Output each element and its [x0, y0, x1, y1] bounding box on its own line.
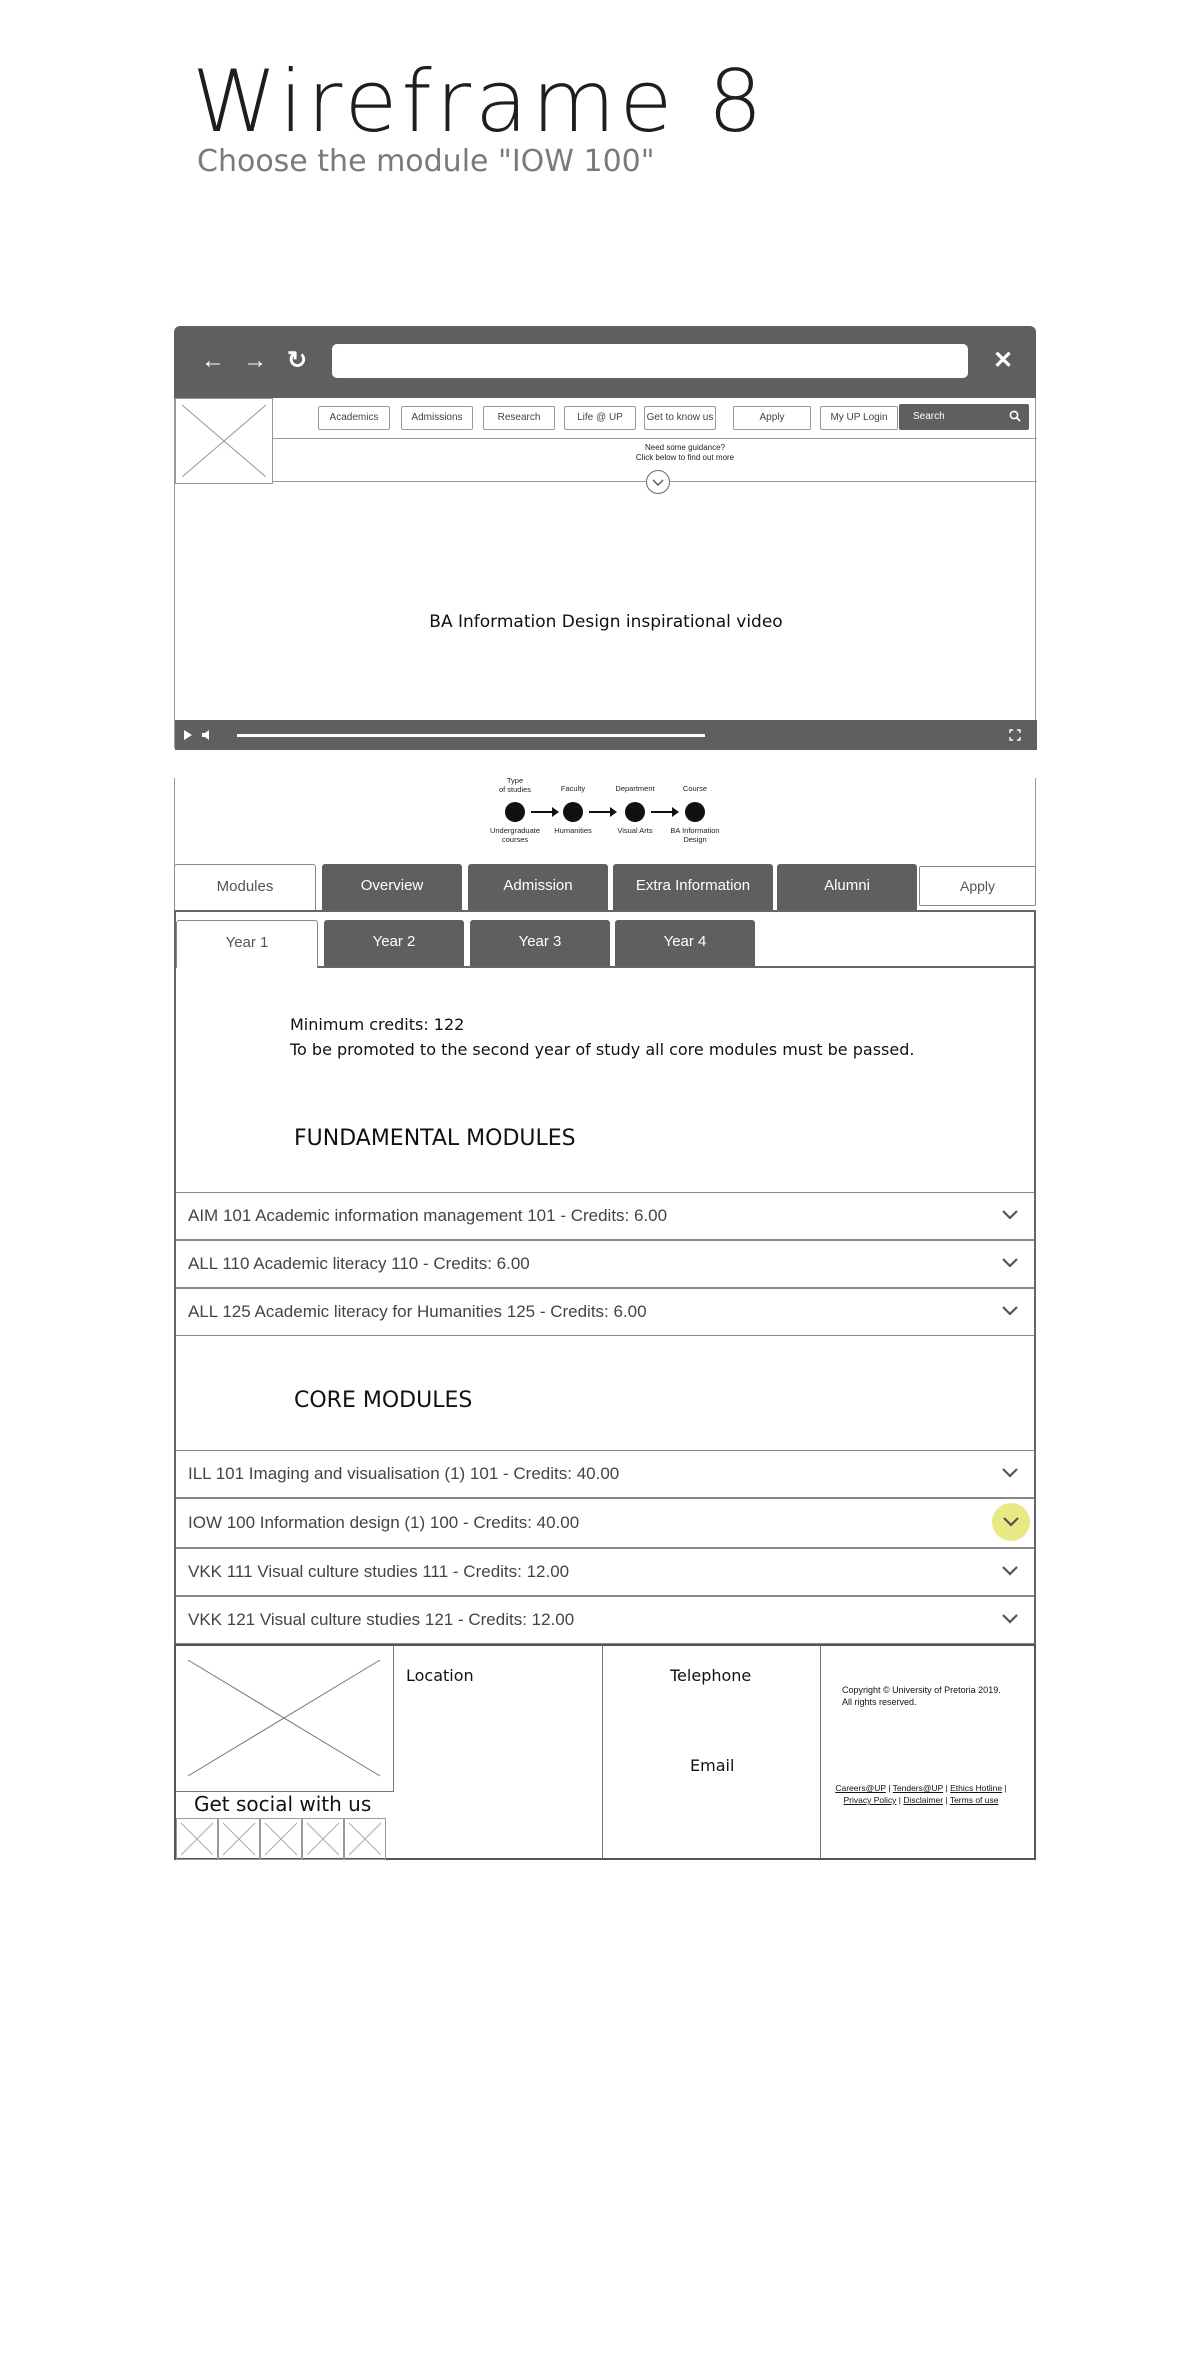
module-row-all-110[interactable] [176, 1240, 1034, 1288]
nav-apply[interactable]: Apply [733, 406, 811, 430]
guidance-text [273, 443, 1037, 463]
step-2-dot[interactable] [563, 802, 583, 822]
search-placeholder: Search [913, 411, 945, 422]
chevron-down-icon[interactable] [1002, 1209, 1018, 1221]
social-icon-placeholder[interactable] [260, 1818, 302, 1860]
step-4-dot[interactable] [685, 802, 705, 822]
footer-divider [602, 1646, 603, 1858]
step-4-top-label: Course [682, 784, 708, 793]
tab-year-4[interactable]: Year 4 [615, 920, 755, 966]
step-1-dot[interactable] [505, 802, 525, 822]
social-heading: Get social with us [194, 1792, 372, 1816]
module-row-iow-100[interactable] [176, 1498, 1034, 1548]
module-label: ALL 110 Academic literacy 110 - Credits: 6.00 [188, 1254, 530, 1273]
tab-extra-information[interactable]: Extra Information [613, 864, 773, 910]
modules-panel [174, 910, 1036, 1650]
wireframe-title: Wireframe 8 [192, 52, 767, 152]
year-tabs-divider [318, 966, 1034, 968]
module-label: AIM 101 Academic information management 101 - Credits: 6.00 [188, 1206, 668, 1225]
browser-toolbar [174, 326, 1036, 398]
social-icon-placeholder[interactable] [302, 1818, 344, 1860]
chevron-down-icon[interactable] [1002, 1565, 1018, 1577]
volume-icon[interactable] [201, 729, 213, 741]
nav-admissions[interactable]: Admissions [401, 406, 473, 430]
guidance-line-2: Click below to find out more [635, 453, 735, 462]
module-row-vkk-111[interactable] [176, 1548, 1034, 1596]
fundamental-modules-heading: FUNDAMENTAL MODULES [294, 1126, 576, 1151]
tab-year-2[interactable]: Year 2 [324, 920, 464, 966]
apply-button[interactable]: Apply [919, 866, 1036, 906]
footer-link-tenders[interactable]: Tenders@UP [892, 1783, 944, 1793]
url-bar[interactable] [332, 344, 968, 378]
footer-telephone: Telephone [670, 1666, 752, 1685]
guidance-chevron-down-icon[interactable] [646, 470, 670, 494]
step-arrow [589, 811, 615, 813]
forward-arrow-icon[interactable]: → [243, 347, 267, 374]
nav-get-to-know-us[interactable]: Get to know us [644, 406, 716, 430]
tab-year-3[interactable]: Year 3 [470, 920, 610, 966]
back-arrow-icon[interactable]: ← [201, 347, 225, 374]
nav-research[interactable]: Research [483, 406, 555, 430]
step-3-bottom-label: Visual Arts [617, 826, 653, 835]
social-icon-placeholder[interactable] [344, 1818, 386, 1860]
step-3-dot[interactable] [625, 802, 645, 822]
step-2-bottom-label: Humanities [554, 826, 592, 835]
tab-modules[interactable]: Modules [174, 864, 316, 910]
chevron-down-icon[interactable] [1002, 1257, 1018, 1269]
play-icon[interactable] [183, 729, 193, 741]
nav-academics[interactable]: Academics [318, 406, 390, 430]
site-footer [174, 1644, 1036, 1860]
video-progress-bar[interactable] [237, 734, 705, 737]
chevron-down-icon[interactable] [1002, 1467, 1018, 1479]
footer-link-disclaimer[interactable]: Disclaimer [903, 1795, 944, 1805]
nav-my-up-login[interactable]: My UP Login [820, 406, 898, 430]
footer-link-terms-of-use[interactable]: Terms of use [949, 1795, 999, 1805]
footer-location: Location [406, 1666, 474, 1685]
credits-info [290, 1012, 914, 1062]
video-title: BA Information Design inspirational video [429, 612, 783, 632]
social-icon-placeholder[interactable] [218, 1818, 260, 1860]
footer-logo-placeholder-image[interactable] [176, 1646, 394, 1792]
module-row-ill-101[interactable] [176, 1450, 1034, 1498]
step-2-top-label: Faculty [560, 784, 586, 793]
module-label: VKK 111 Visual culture studies 111 - Credits: 12.00 [188, 1562, 570, 1581]
minimum-credits: Minimum credits: 122 [290, 1015, 465, 1034]
module-row-vkk-121[interactable] [176, 1596, 1034, 1644]
highlighted-chevron-button[interactable] [992, 1503, 1030, 1541]
footer-email: Email [690, 1756, 735, 1775]
footer-links: Careers@UP | Tenders@UP | Ethics Hotline | Privacy Policy | Disclaimer | Terms of use [835, 1783, 1007, 1805]
module-label: IOW 100 Information design (1) 100 - Credits: 40.00 [188, 1513, 580, 1532]
chevron-down-icon[interactable] [1003, 1516, 1019, 1528]
close-icon[interactable]: ✕ [992, 347, 1014, 374]
social-icon-placeholder[interactable] [176, 1818, 218, 1860]
footer-link-privacy-policy[interactable]: Privacy Policy [843, 1795, 897, 1805]
site-header [174, 398, 1036, 748]
tab-alumni[interactable]: Alumni [777, 864, 917, 910]
footer-copyright: Copyright © University of Pretoria 2019. All rights reserved. [842, 1685, 1001, 1707]
step-4-bottom-label: BA Information Design [670, 826, 720, 844]
footer-link-careers[interactable]: Careers@UP [835, 1783, 886, 1793]
search-input[interactable] [899, 404, 1029, 430]
chevron-down-icon[interactable] [1002, 1613, 1018, 1625]
module-label: VKK 121 Visual culture studies 121 - Credits: 12.00 [188, 1610, 575, 1629]
promotion-rule: To be promoted to the second year of study all core modules must be passed. [290, 1040, 915, 1059]
guidance-line-1: Need some guidance? [644, 443, 726, 452]
tab-overview[interactable]: Overview [322, 864, 462, 910]
module-label: ILL 101 Imaging and visualisation (1) 101 - Credits: 40.00 [188, 1464, 620, 1483]
search-icon[interactable] [1009, 410, 1021, 422]
module-row-all-125[interactable] [176, 1288, 1034, 1336]
reload-icon[interactable]: ↻ [286, 347, 308, 374]
module-row-aim-101[interactable] [176, 1192, 1034, 1240]
tab-admission[interactable]: Admission [468, 864, 608, 910]
nav-life-at-up[interactable]: Life @ UP [564, 406, 636, 430]
core-modules-heading: CORE MODULES [294, 1388, 473, 1413]
wireframe-subtitle: Choose the module "IOW 100" [197, 144, 655, 179]
step-1-top-label: Type of studies [498, 776, 532, 794]
step-arrow [651, 811, 677, 813]
fullscreen-icon[interactable] [1009, 729, 1021, 741]
tab-year-1[interactable]: Year 1 [176, 920, 318, 968]
module-label: ALL 125 Academic literacy for Humanities 125 - Credits: 6.00 [188, 1302, 647, 1321]
video-controls [175, 720, 1037, 750]
logo-placeholder-image[interactable] [175, 398, 273, 484]
step-3-top-label: Department [615, 784, 655, 793]
chevron-down-icon[interactable] [1002, 1305, 1018, 1317]
footer-link-ethics-hotline[interactable]: Ethics Hotline [950, 1783, 1003, 1793]
step-1-bottom-label: Undergraduate courses [489, 826, 541, 844]
step-arrow [531, 811, 557, 813]
browser-window [174, 326, 1036, 1866]
footer-divider [820, 1646, 821, 1858]
